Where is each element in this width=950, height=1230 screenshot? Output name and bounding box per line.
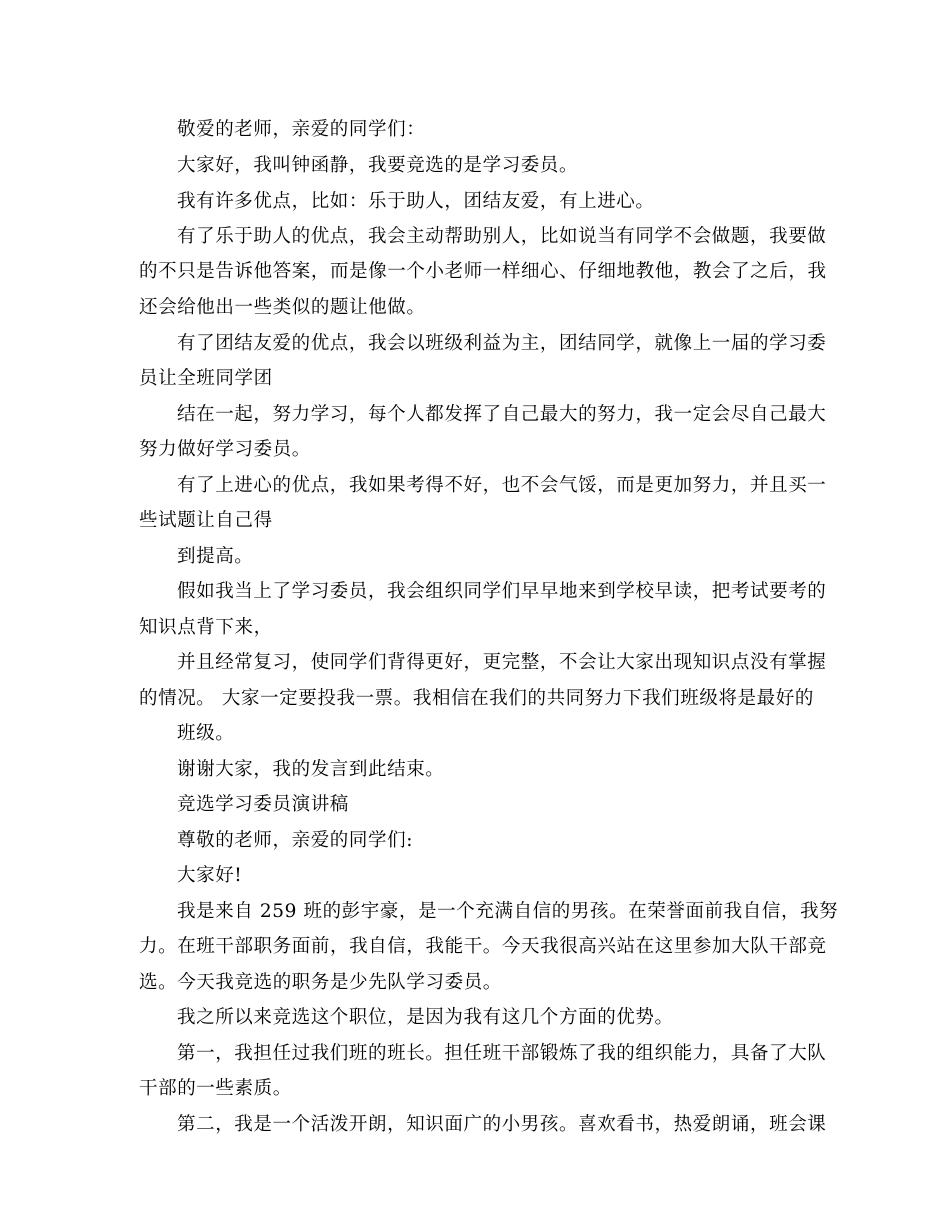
text-line: 的情况。 大家一定要投我一票。我相信在我们的共同努力下我们班级将是最好的 — [139, 688, 814, 709]
text-line: 力。在班干部职务面前，我自信，我能干。今天我很高兴站在这里参加大队干部竞 — [139, 936, 827, 957]
text-line: 有了乐于助人的优点，我会主动帮助别人，比如说当有同学不会做题，我要做 — [177, 226, 827, 247]
text-line: 我之所以来竞选这个职位，是因为我有这几个方面的优势。 — [177, 1007, 674, 1028]
text-line: 结在一起，努力学习，每个人都发挥了自己最大的努力，我一定会尽自己最大 — [177, 404, 827, 425]
text-line: 选。今天我竞选的职务是少先队学习委员。 — [139, 972, 502, 993]
text-line: 干部的一些素质。 — [139, 1078, 292, 1099]
text-line: 第一，我担任过我们班的班长。担任班干部锻炼了我的组织能力，具备了大队 — [177, 1043, 827, 1064]
text-line: 第二，我是一个活泼开朗，知识面广的小男孩。喜欢看书，热爱朗诵，班会课 — [177, 1114, 827, 1135]
text-line: 我是来自 259 班的彭宇豪，是一个充满自信的男孩。在荣誉面前我自信，我努 — [177, 901, 839, 922]
text-line: 到提高。 — [177, 546, 254, 567]
text-line: 些试题让自己得 — [139, 510, 273, 531]
text-line: 大家好! — [177, 865, 243, 886]
text-line: 假如我当上了学习委员，我会组织同学们早早地来到学校早读，把考试要考的 — [177, 581, 827, 602]
text-line: 敬爱的老师，亲爱的同学们： — [177, 119, 426, 140]
text-line: 有了团结友爱的优点，我会以班级利益为主，团结同学，就像上一届的学习委 — [177, 333, 827, 354]
text-line: 知识点背下来， — [139, 617, 273, 638]
document-subtitle: 竞选学习委员演讲稿 — [177, 794, 349, 815]
text-line: 班级。 — [177, 723, 235, 744]
text-line: 员让全班同学团 — [139, 368, 273, 389]
text-line: 的不只是告诉他答案，而是像一个小老师一样细心、仔细地教他，教会了之后，我 — [139, 261, 827, 282]
text-line: 还会给他出一些类似的题让他做。 — [139, 297, 426, 318]
text-line: 努力做好学习委员。 — [139, 439, 311, 460]
text-line: 谢谢大家，我的发言到此结束。 — [177, 759, 445, 780]
text-line: 有了上进心的优点，我如果考得不好，也不会气馁，而是更加努力，并且买一 — [177, 475, 827, 496]
text-line: 尊敬的老师，亲爱的同学们: — [177, 830, 414, 851]
text-line: 并且经常复习，使同学们背得更好，更完整，不会让大家出现知识点没有掌握 — [177, 652, 827, 673]
text-line: 大家好，我叫钟函静，我要竞选的是学习委员。 — [177, 155, 579, 176]
text-line: 我有许多优点，比如：乐于助人，团结友爱，有上进心。 — [177, 191, 655, 212]
